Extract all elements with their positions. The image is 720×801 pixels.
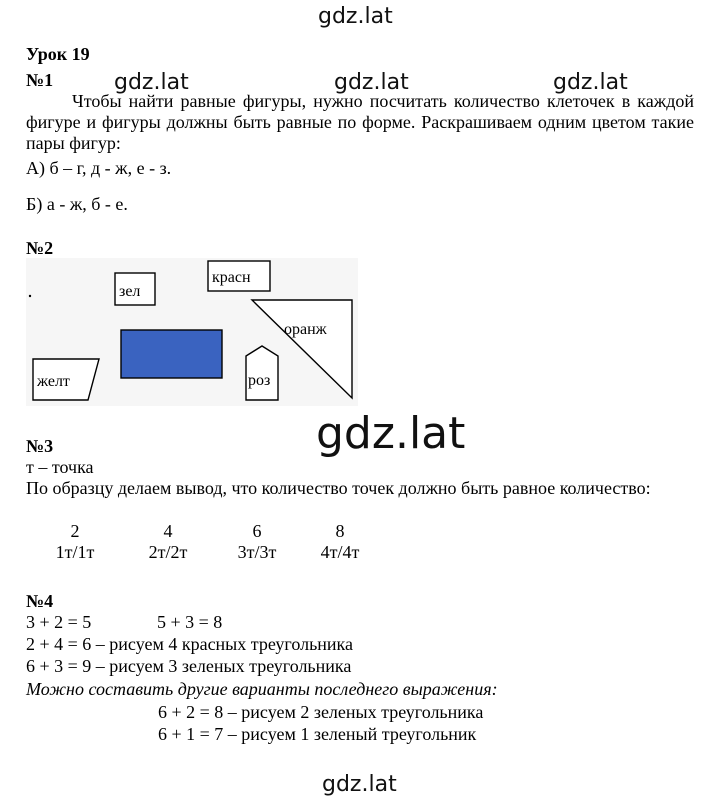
task1-line-a: А) б – г, д - ж, е - з. bbox=[26, 158, 172, 178]
stray-dot bbox=[29, 295, 31, 297]
watermark-center: gdz.lat bbox=[334, 70, 409, 95]
task3-col1-top: 2 bbox=[70, 521, 80, 541]
task4-line3: 6 + 3 = 9 – рисуем 3 зеленых треугольника bbox=[26, 656, 352, 676]
task4-line1a: 3 + 2 = 5 bbox=[26, 612, 92, 632]
orange-label: оранж bbox=[284, 321, 327, 338]
task3-legend: т – точка bbox=[26, 457, 94, 477]
task3-paragraph: По образцу делаем вывод, что количество точек должно быть равное количество: bbox=[26, 478, 651, 498]
task3-col3-top: 6 bbox=[252, 521, 262, 541]
filled-rectangle bbox=[121, 330, 222, 378]
task3-col1-bottom: 1т/1т bbox=[55, 542, 95, 562]
task4-line2: 2 + 4 = 6 – рисуем 4 красных треугольника bbox=[26, 634, 354, 654]
watermark-left: gdz.lat bbox=[114, 70, 189, 95]
task4-line5: 6 + 1 = 7 – рисуем 1 зеленый треугольник bbox=[158, 724, 477, 744]
task4-note: Можно составить другие варианты последнего выражения: bbox=[26, 679, 498, 699]
task4-line1b: 5 + 3 = 8 bbox=[157, 612, 223, 632]
lesson-title: Урок 19 bbox=[26, 44, 90, 64]
task1-line-b: Б) а - ж, б - е. bbox=[26, 194, 128, 214]
task4-line4: 6 + 2 = 8 – рисуем 2 зеленых треугольника bbox=[158, 702, 484, 722]
task3-col3-bottom: 3т/3т bbox=[237, 542, 277, 562]
task3-col2-bottom: 2т/2т bbox=[148, 542, 188, 562]
green-label: зел bbox=[119, 283, 141, 300]
watermark-right: gdz.lat bbox=[553, 70, 628, 95]
shapes-figure bbox=[26, 258, 358, 406]
task2-number: №2 bbox=[26, 238, 54, 258]
task1-number: №1 bbox=[26, 70, 54, 90]
yellow-label: желт bbox=[37, 373, 70, 390]
watermark-large: gdz.lat bbox=[316, 408, 466, 459]
task3-col2-top: 4 bbox=[163, 521, 173, 541]
pink-label: роз bbox=[248, 372, 271, 389]
watermark-top: gdz.lat bbox=[318, 4, 393, 29]
task3-number: №3 bbox=[26, 436, 54, 456]
task3-col4-top: 8 bbox=[335, 521, 345, 541]
task3-col4-bottom: 4т/4т bbox=[320, 542, 360, 562]
watermark-bottom: gdz.lat bbox=[322, 772, 397, 797]
task1-paragraph: Чтобы найти равные фигуры, нужно посчитать количество клеточек в каждой фигуре и фигуры должны быть равные по форме. Раскрашиваем одним цветом такие пары фигур: bbox=[26, 91, 694, 153]
red-label: красн bbox=[212, 269, 251, 286]
task4-number: №4 bbox=[26, 591, 54, 611]
